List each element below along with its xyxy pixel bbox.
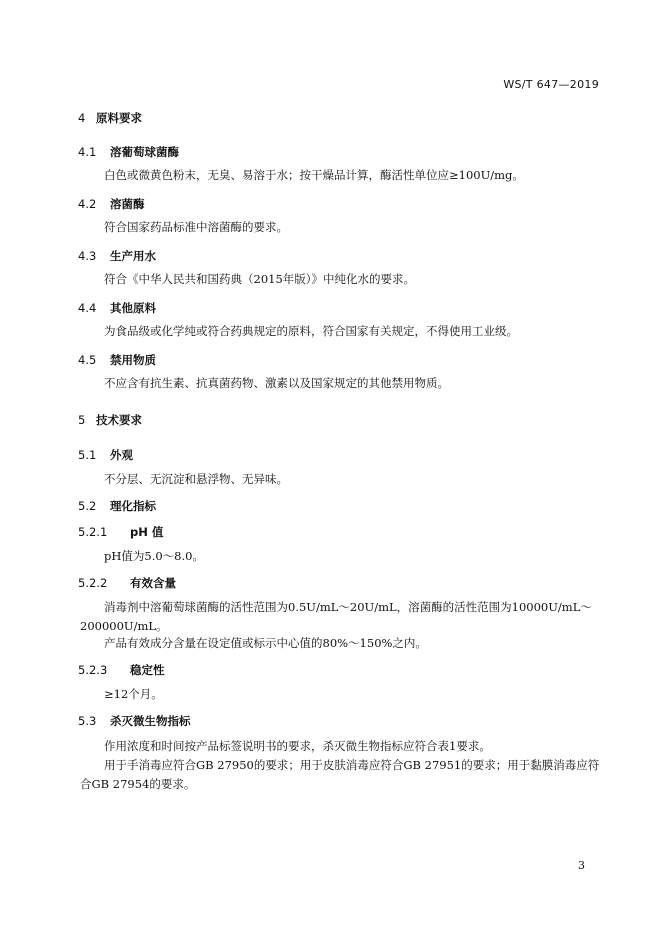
section-4-2-text: 符合国家药品标准中溶菌酶的要求。	[104, 220, 288, 234]
section-number: 4.2	[78, 197, 97, 211]
section-4-4-heading	[78, 300, 156, 316]
section-5-2-1-heading	[78, 524, 163, 540]
section-5-1-heading	[78, 447, 133, 463]
section-title: 有效含量	[130, 576, 176, 590]
page-number: 3	[578, 859, 585, 872]
section-5-2-2-text-2: 产品有效成分含量在设定值或标示中心值的80%～150%之内。	[104, 636, 427, 650]
section-number: 4.5	[78, 353, 97, 367]
section-title: 禁用物质	[110, 353, 156, 367]
section-number: 4.3	[78, 249, 97, 263]
section-4-5-heading	[78, 352, 156, 368]
section-4-2-heading	[78, 196, 145, 212]
section-4-3-heading	[78, 248, 156, 264]
section-5-2-3-heading	[78, 662, 165, 678]
section-5-3-heading	[78, 713, 191, 729]
section-4-4-text: 为食品级或化学纯或符合药典规定的原料，符合国家有关规定，不得使用工业级。	[104, 324, 518, 338]
section-title: 杀灭微生物指标	[110, 714, 191, 728]
section-5-2-2-text-1: 消毒剂中溶葡萄球菌酶的活性范围为0.5U/mL～20U/mL，溶菌酶的活性范围为10000U/mL～200000U/mL。	[80, 600, 592, 633]
section-number: 5.2.2	[78, 576, 108, 590]
section-5-heading	[78, 412, 142, 428]
section-title: 生产用水	[110, 249, 156, 263]
section-5-2-2-heading	[78, 575, 176, 591]
section-number: 5	[78, 413, 86, 427]
section-number: 4.1	[78, 145, 97, 159]
section-4-5-text: 不应含有抗生素、抗真菌药物、激素以及国家规定的其他禁用物质。	[104, 376, 449, 390]
section-5-3-text-2: 用于手消毒应符合GB 27950的要求；用于皮肤消毒应符合GB 27951的要求；用于黏膜消毒应符合GB 27954的要求。	[80, 758, 600, 791]
section-number: 5.2.1	[78, 525, 108, 539]
section-5-2-heading	[78, 498, 156, 514]
section-4-3-text: 符合《中华人民共和国药典（2015年版）》中纯化水的要求。	[104, 272, 416, 286]
section-title: 稳定性	[130, 663, 165, 677]
section-title: 技术要求	[96, 413, 142, 427]
section-4-1-text: 白色或微黄色粉末，无臭、易溶于水；按干燥品计算，酶活性单位应≥100U/mg。	[104, 168, 524, 182]
section-title: pH 值	[130, 525, 164, 539]
section-title: 其他原料	[110, 301, 156, 315]
section-5-2-1-text: pH值为5.0～8.0。	[104, 549, 204, 563]
standard-code-header: WS/T 647—2019	[503, 78, 599, 91]
section-title: 溶菌酶	[110, 197, 145, 211]
section-number: 5.3	[78, 714, 97, 728]
section-4-1-heading	[78, 144, 179, 160]
section-title: 理化指标	[110, 499, 156, 513]
section-5-2-3-text: ≥12个月。	[104, 687, 163, 701]
section-title: 溶葡萄球菌酶	[110, 145, 179, 159]
section-5-3-text-1: 作用浓度和时间按产品标签说明书的要求，杀灭微生物指标应符合表1要求。	[104, 739, 491, 753]
section-number: 4.4	[78, 301, 97, 315]
section-4-heading	[78, 110, 142, 126]
section-number: 5.2	[78, 499, 97, 513]
section-5-1-text: 不分层、无沉淀和悬浮物、无异味。	[104, 472, 288, 486]
section-number: 5.1	[78, 448, 97, 462]
section-number: 4	[78, 111, 86, 125]
section-number: 5.2.3	[78, 663, 108, 677]
section-title: 外观	[110, 448, 133, 462]
section-title: 原料要求	[96, 111, 142, 125]
